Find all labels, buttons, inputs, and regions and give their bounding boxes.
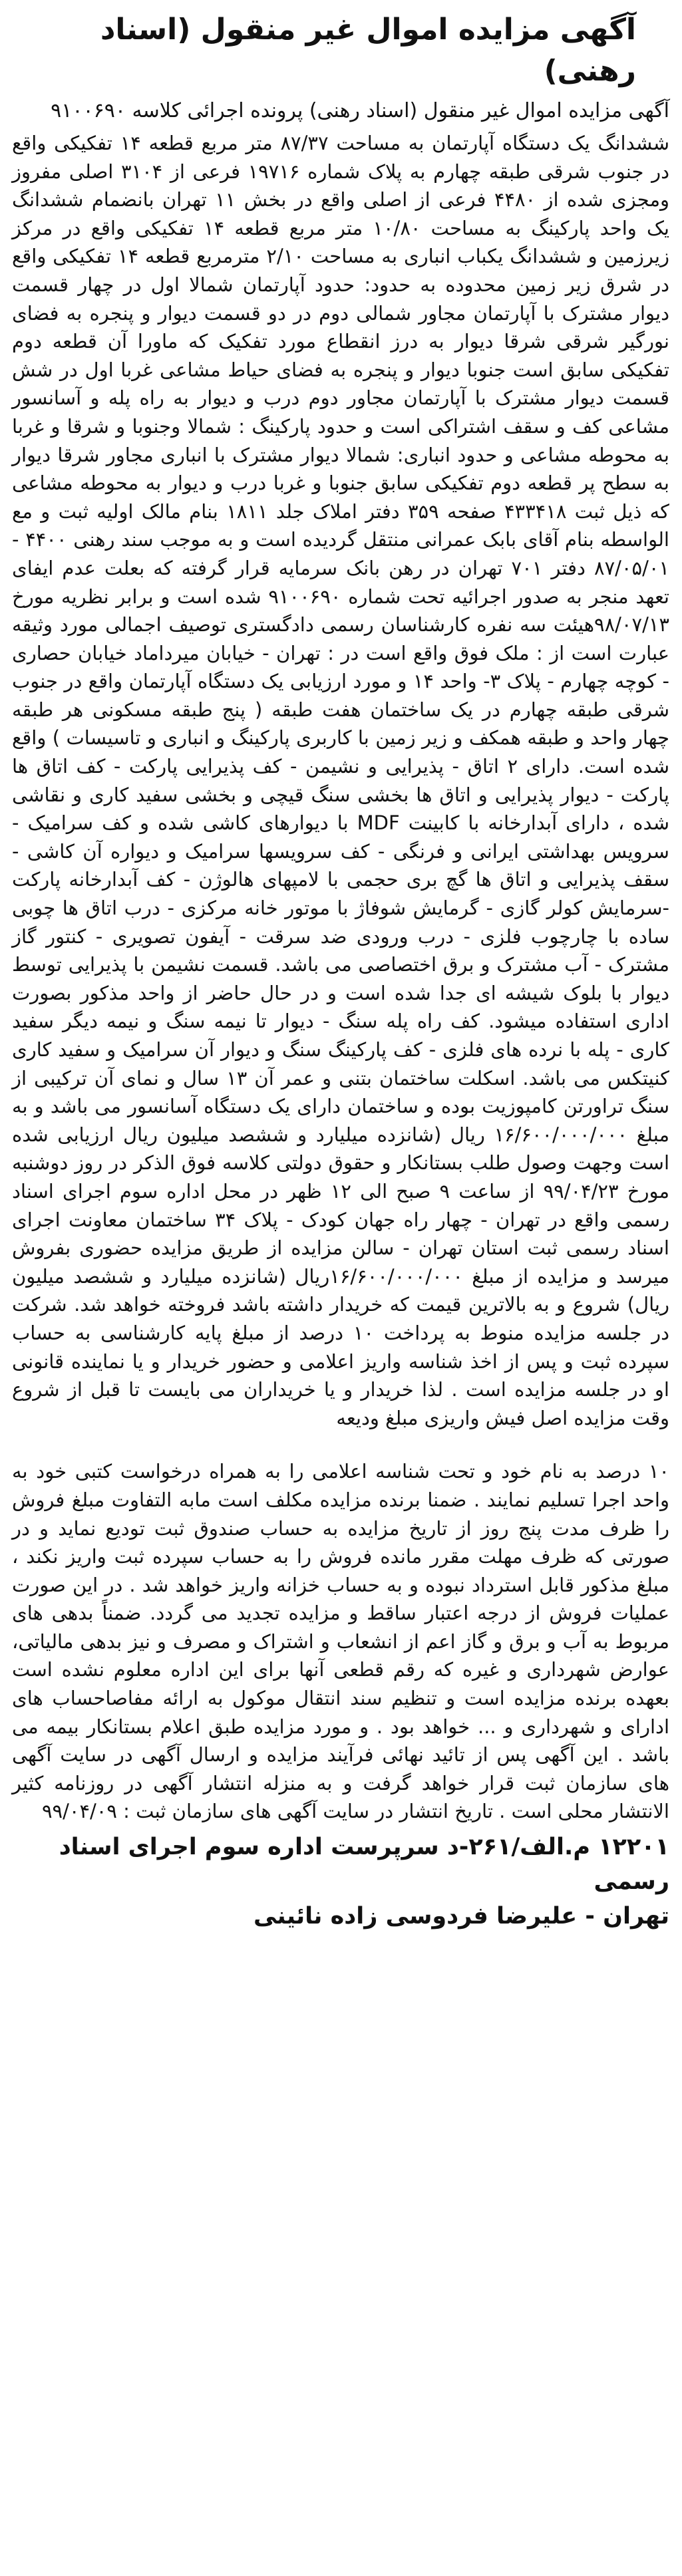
notice-title: آگهی مزایده اموال غیر منقول (اسناد رهنی) [100,13,636,88]
notice-signature [12,1830,669,1933]
notice-body-part2: ۱۰ درصد به نام خود و تحت شناسه اعلامی را به همراه درخواست کتبی خود به واحد اجرا تسلیم نمایند . ضمنا برنده مزایده مکلف است مابه التفاوت مبلغ فروش را ظرف مدت پنج روز از تاریخ مزایده به حساب صندوق ثبت تودیع نماید و در صورتی که ظرف مهلت مقرر مانده فروش را به حساب سپرده ثبت واریز نکند ، مبلغ مذکور قابل استرداد نبوده و به حساب خزانه واریز خواهد شد . در این صورت عملیات فروش از درجه اعتبار ساقط و مزایده تجدید می گردد. ضمناً بدهی های مربوط به آب و برق و گاز اعم از انشعاب و اشتراک و مصرف و نیز بدهی مالیاتی، عوارض شهرداری و غیره که رقم قطعی آنها برای این اداره معلوم نشده است بعهده برنده مزایده است و تنظیم سند انتقال موکول به ارائه مفاصاحساب های ادارای و شهرداری و ... خواهد بود . و مورد مزایده طبق اعلام بستانکار بیمه می باشد . این آگهی پس از تائید نهائی فرآیند مزایده و ارسال آگهی در سایت آگهی های سازمان ثبت قرار خواهد گرفت و به منزله انتشار آگهی در روزنامه کثیر الانتشار محلی است . تاریخ انتشار در سایت آگهی های سازمان ثبت : ۹۹/۰۴/۰۹ [12,1460,669,1823]
notice-subtitle: آگهی مزایده اموال غیر منقول (اسناد رهنی) پرونده اجرائی کلاسه ۹۱۰۰۶۹۰ [51,99,669,122]
signature-line-1: ۱۲۲۰۱ م.الف/۲۶۱-د سرپرست اداره سوم اجرای اسناد رسمی [59,1834,669,1896]
signature-line-2: تهران - علیرضا فردوسی زاده نائینی [254,1903,669,1930]
notice-body-part1: ششدانگ یک دستگاه آپارتمان به مساحت ۸۷/۳۷ متر مربع قطعه ۱۴ تفکیکی واقع در جنوب شرقی طبقه چهارم به پلاک شماره ۱۹۷۱۶ فرعی از ۳۱۰۴ اصلی مفروز ومجزی شده از ۴۴۸۰ فرعی از اصلی واقع در بخش ۱۱ تهران بانضمام ششدانگ یک واحد پارکینگ به مساحت ۱۰/۸۰ متر مربع قطعه ۱۴ تفکیکی واقع در مرکز زیرزمین و ششدانگ یکباب انباری به مساحت ۲/۱۰ مترمربع قطعه ۱۴ تفکیکی واقع در شرق زیر زمین محدوده به حدود: حدود آپارتمان شمالا اول در چهار قسمت دیوار مشترک با آپارتمان مجاور شمالی دوم در دو قسمت دیوار و پنجره به فضای نورگیر شرقی شرقا دیوار به درز انقطاع مورد تفکیک که ماورا آن قطعه دوم تفکیکی سابق است جنوبا دیوار و پنجره به فضای حیاط مشاعی غربا اول در شش قسمت دیوار مشترک با آپارتمان مجاور دوم درب و دیوار به راه پله و آسانسور مشاعی کف و سقف اشتراکی است و حدود پارکینگ : شمالا وجنوبا و شرقا و غربا به محوطه مشاعی و حدود انباری: شمالا دیوار مشترک با انباری مجاور شرقا دیوار به سطح پر قطعه دوم تفکیکی سابق جنوبا و غربا درب و دیوار به محوطه مشاعی که ذیل ثبت ۴۳۳۴۱۸ صفحه ۳۵۹ دفتر املاک جلد ۱۸۱۱ بنام مالک اولیه ثبت و مع الواسطه بنام آقای بابک عمرانی منتقل گردیده است و به موجب سند رهنی ۴۴۰۰ - ۸۷/۰۵/۰۱ دفتر ۷۰۱ تهران در رهن بانک سرمایه قرار گرفته که بعلت عدم ایفای تعهد منجر به صدور اجرائیه تحت شماره ۹۱۰۰۶۹۰ شده است و برابر نظریه مورخ ۹۸/۰۷/۱۳هیئت سه نفره کارشناسان رسمی دادگستری توصیف اجمالی مورد وثیقه عبارت است از : ملک فوق واقع است در : تهران - خیابان میرداماد خیابان حصاری - کوچه چهارم - پلاک ۳- واحد ۱۴ و مورد ارزیابی یک دستگاه آپارتمان واقع در جنوب شرقی طبقه چهارم در یک ساختمان هفت طبقه ( پنج طبقه مسکونی هر طبقه چهار واحد و طبقه همکف و زیر زمین با کاربری پارکینگ و انباری و تاسیسات ) واقع شده است. دارای ۲ اتاق - پذیرایی و نشیمن - کف پذیرایی پارکت - کف اتاق ها پارکت - دیوار پذیرایی و اتاق ها بخشی سنگ قیچی و بخشی سفید کاری و نقاشی شده ، دارای آبدارخانه با کابینت MDF با دیوارهای کاشی شده و کف سرامیک - سرویس بهداشتی ایرانی و فرنگی - کف سرویسها سرامیک و دیواره آن کاشی - سقف پذیرایی و اتاق ها گچ بری حجمی با لامپهای هالوژن - کف آبدارخانه پارکت -سرمایش کولر گازی - گرمایش شوفاژ با موتور خانه مرکزی - درب اتاق ها چوبی ساده با چارچوب فلزی - درب ورودی ضد سرقت - آیفون تصویری - کنتور گاز مشترک - آب مشترک و برق اختصاصی می باشد. قسمت نشیمن با پذیرایی توسط دیوار با بلوک شیشه ای جدا شده است و در حال حاضر از واحد مذکور بصورت اداری استفاده میشود. کف راه پله سنگ - دیوار تا نیمه سنگ و نیمه دیگر سفید کاری - پله با نرده های فلزی - کف پارکینگ سنگ و دیوار آن سرامیک و سفید کاری کنیتکس می باشد. اسکلت ساختمان بتنی و عمر آن ۱۳ سال و نمای آن ترکیبی از سنگ تراورتن کامپوزیت بوده و ساختمان دارای یک دستگاه آسانسور می باشد و به مبلغ ۱۶/۶۰۰/۰۰۰/۰۰۰ ریال (شانزده میلیارد و ششصد میلیون ریال ارزیابی شده است وجهت وصول طلب بستانکار و حقوق دولتی کلاسه فوق الذکر در روز دوشنبه مورخ ۹۹/۰۴/۲۳ از ساعت ۹ صبح الی ۱۲ ظهر در محل اداره سوم اجرای اسناد رسمی واقع در تهران - چهار راه جهان کودک - پلاک ۳۴ ساختمان معاونت اجرای اسناد رسمی ثبت استان تهران - سالن مزایده از طریق مزایده حضوری بفروش میرسد و مزایده از مبلغ ۱۶/۶۰۰/۰۰۰/۰۰۰ریال (شانزده میلیارد و ششصد میلیون ریال) شروع و به بالاترین قیمت که خریدار داشته باشد فروخته خواهد شد. شرکت در جلسه مزایده منوط به پرداخت ۱۰ درصد از مبلغ پایه کارشناسی به حساب سپرده ثبت و پس از اخذ شناسه واریز اعلامی و حضور خریدار و یا نماینده قانونی او در جلسه مزایده است . لذا خریدار و یا خریداران می بایست تا قبل از شروع وقت مزایده اصل فیش واریزی مبلغ ودیعه [12,132,670,1429]
auction-notice [12,9,669,1933]
